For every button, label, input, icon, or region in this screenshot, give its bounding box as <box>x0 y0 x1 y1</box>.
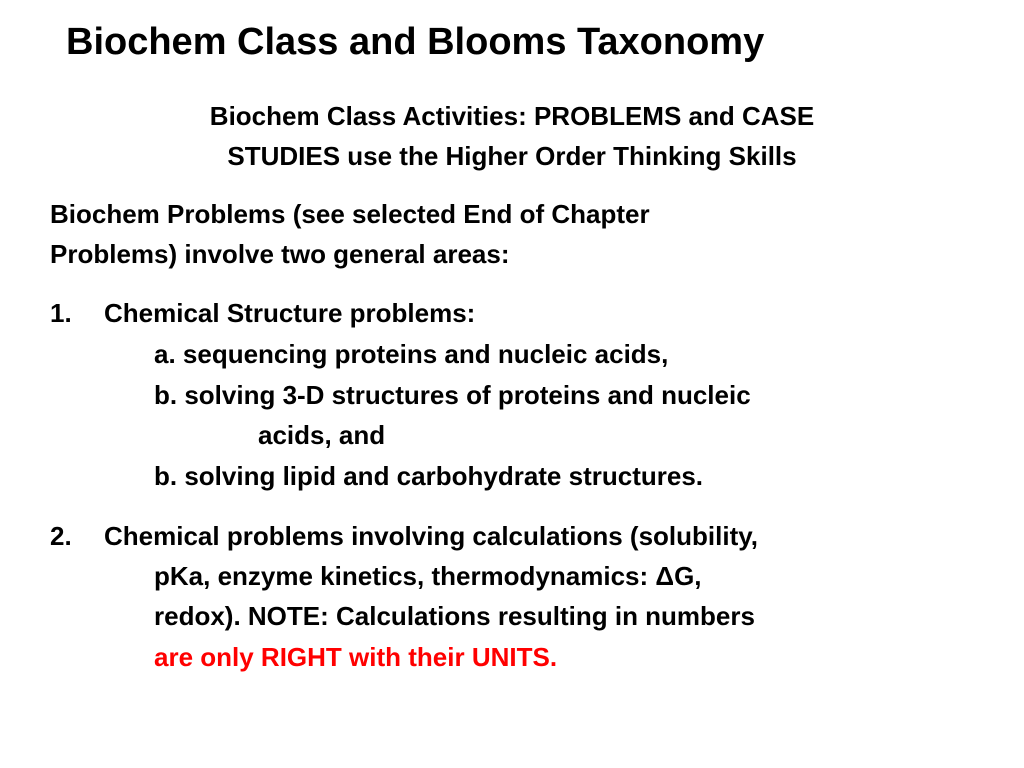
item-1-sub-b-second: b. solving lipid and carbohydrate structures. <box>154 461 703 491</box>
item-2-number: 2. <box>50 521 72 551</box>
item-2-line-3: redox). NOTE: Calculations resulting in numbers <box>154 601 755 631</box>
slide-subtitle <box>64 96 960 176</box>
slide-title: Biochem Class and Blooms Taxonomy <box>66 21 765 63</box>
item-2-line-1: Chemical problems involving calculations (solubility, <box>104 521 758 551</box>
subtitle-line-2: STUDIES use the Higher Order Thinking Skills <box>227 141 797 171</box>
subtitle-line-1: Biochem Class Activities: PROBLEMS and CASE <box>209 101 815 131</box>
item-1-sub-b-line-1: b. solving 3-D structures of proteins and nucleic <box>154 380 751 410</box>
item-1-sub-a: a. sequencing proteins and nucleic acids, <box>154 339 669 369</box>
item-2-emphasis: are only RIGHT with their UNITS. <box>154 642 558 672</box>
item-1-sub-b-line-2: acids, and <box>258 420 386 450</box>
intro-line-2: Problems) involve two general areas: <box>50 239 510 269</box>
item-1-heading: Chemical Structure problems: <box>104 298 476 328</box>
item-2-line-2: pKa, enzyme kinetics, thermodynamics: ΔG, <box>154 561 702 591</box>
intro-line-1: Biochem Problems (see selected End of Chapter <box>50 199 650 229</box>
item-1-number: 1. <box>50 298 72 328</box>
